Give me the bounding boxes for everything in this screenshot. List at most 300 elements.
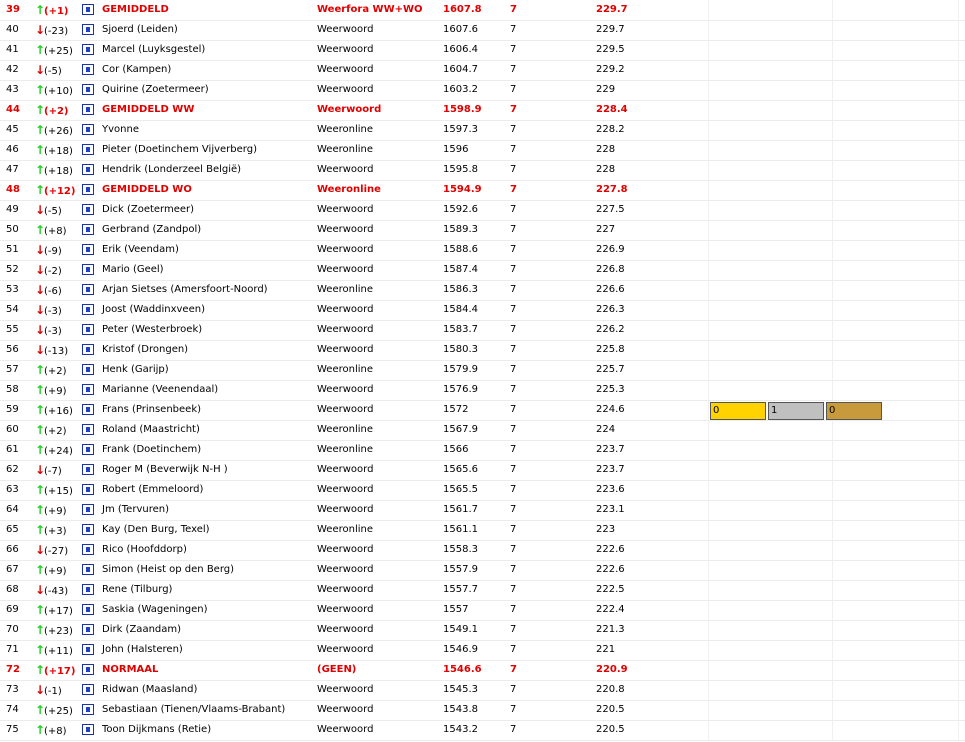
total-points: 1592.6 xyxy=(443,204,478,215)
forum-source: Weerwoord xyxy=(317,204,374,215)
movement-cell xyxy=(35,440,73,460)
forecast-count: 7 xyxy=(510,464,517,475)
table-row xyxy=(0,180,965,201)
average-points: 228.4 xyxy=(596,104,628,115)
movement-value: (+26) xyxy=(44,126,73,137)
movement-cell xyxy=(35,660,75,680)
table-row xyxy=(0,260,965,281)
flag-icon[interactable] xyxy=(82,604,94,615)
flag-icon[interactable] xyxy=(82,64,94,75)
movement-value: (+18) xyxy=(44,166,73,177)
participant-name: Kay (Den Burg, Texel) xyxy=(102,524,210,535)
table-row xyxy=(0,540,965,561)
rank-cell: 47 xyxy=(6,164,19,175)
forum-source: Weerwoord xyxy=(317,24,374,35)
table-row xyxy=(0,420,965,441)
forum-source: Weerwoord xyxy=(317,724,374,735)
rank-cell: 42 xyxy=(6,64,19,75)
participant-name: Henk (Garijp) xyxy=(102,364,169,375)
rank-cell: 59 xyxy=(6,404,19,415)
movement-cell xyxy=(35,320,62,340)
total-points: 1586.3 xyxy=(443,284,478,295)
participant-name: Dirk (Zaandam) xyxy=(102,624,182,635)
movement-cell xyxy=(35,260,62,280)
forecast-count: 7 xyxy=(510,264,517,275)
total-points: 1565.6 xyxy=(443,464,478,475)
total-points: 1561.1 xyxy=(443,524,478,535)
arrow-up-icon: ↑ xyxy=(35,663,46,677)
participant-name: Erik (Veendam) xyxy=(102,244,179,255)
average-points: 229 xyxy=(596,84,616,95)
table-row xyxy=(0,40,965,61)
flag-icon[interactable] xyxy=(82,124,94,135)
arrow-up-icon: ↑ xyxy=(35,443,46,457)
participant-name: GEMIDDELD WO xyxy=(102,184,192,195)
arrow-down-icon: ↓ xyxy=(35,683,46,697)
rank-cell: 43 xyxy=(6,84,19,95)
rank-cell: 65 xyxy=(6,524,19,535)
average-points: 226.8 xyxy=(596,264,625,275)
movement-value: (+1) xyxy=(44,6,69,17)
table-row xyxy=(0,200,965,221)
participant-name: Rico (Hoofddorp) xyxy=(102,544,187,555)
arrow-up-icon: ↑ xyxy=(35,483,46,497)
movement-value: (+12) xyxy=(44,186,76,197)
participant-name: Yvonne xyxy=(102,124,139,135)
flag-icon[interactable] xyxy=(82,644,94,655)
total-points: 1567.9 xyxy=(443,424,478,435)
movement-value: (+25) xyxy=(44,46,73,57)
average-points: 223 xyxy=(596,524,616,535)
movement-cell xyxy=(35,480,73,500)
arrow-up-icon: ↑ xyxy=(35,383,46,397)
table-row xyxy=(0,60,965,81)
table-row xyxy=(0,100,965,121)
forecast-count: 7 xyxy=(510,404,517,415)
total-points: 1557 xyxy=(443,604,469,615)
rank-cell: 46 xyxy=(6,144,19,155)
arrow-up-icon: ↑ xyxy=(35,103,46,117)
forecast-count: 7 xyxy=(510,44,517,55)
participant-name: Peter (Westerbroek) xyxy=(102,324,203,335)
arrow-down-icon: ↓ xyxy=(35,23,46,37)
forum-source: Weeronline xyxy=(317,124,374,135)
flag-icon[interactable] xyxy=(82,24,94,35)
forecast-count: 7 xyxy=(510,64,517,75)
forum-source: Weerwoord xyxy=(317,44,374,55)
forecast-count: 7 xyxy=(510,344,517,355)
participant-name: Toon Dijkmans (Retie) xyxy=(102,724,212,735)
arrow-up-icon: ↑ xyxy=(35,523,46,537)
flag-icon[interactable] xyxy=(82,384,94,395)
total-points: 1597.3 xyxy=(443,124,478,135)
participant-name: Frank (Doetinchem) xyxy=(102,444,202,455)
forecast-count: 7 xyxy=(510,504,517,515)
rank-cell: 67 xyxy=(6,564,19,575)
flag-icon[interactable] xyxy=(82,444,94,455)
total-points: 1561.7 xyxy=(443,504,478,515)
average-points: 223.7 xyxy=(596,464,625,475)
movement-value: (+2) xyxy=(44,106,69,117)
average-points: 222.5 xyxy=(596,584,625,595)
rank-cell: 44 xyxy=(6,104,20,115)
arrow-down-icon: ↓ xyxy=(35,543,46,557)
participant-name: Roger M (Beverwijk N-H ) xyxy=(102,464,228,475)
flag-icon[interactable] xyxy=(82,144,94,155)
flag-icon[interactable] xyxy=(82,624,94,635)
forecast-count: 7 xyxy=(510,244,517,255)
total-points: 1576.9 xyxy=(443,384,478,395)
total-points: 1595.8 xyxy=(443,164,478,175)
rank-cell: 61 xyxy=(6,444,19,455)
forum-source: Weerwoord xyxy=(317,344,374,355)
forum-source: Weeronline xyxy=(317,184,381,195)
rank-cell: 50 xyxy=(6,224,19,235)
forum-source: Weerwoord xyxy=(317,704,374,715)
rank-cell: 53 xyxy=(6,284,19,295)
participant-name: Pieter (Doetinchem Vijverberg) xyxy=(102,144,257,155)
average-points: 226.3 xyxy=(596,304,625,315)
forecast-count: 7 xyxy=(510,384,517,395)
flag-icon[interactable] xyxy=(82,564,94,575)
participant-name: Hendrik (Londerzeel België) xyxy=(102,164,242,175)
participant-name: Simon (Heist op den Berg) xyxy=(102,564,235,575)
rank-cell: 72 xyxy=(6,664,20,675)
movement-cell xyxy=(35,180,75,200)
movement-cell xyxy=(35,240,62,260)
arrow-up-icon: ↑ xyxy=(35,163,46,177)
movement-cell xyxy=(35,60,62,80)
forum-source: Weerwoord xyxy=(317,484,374,495)
forum-source: Weerwoord xyxy=(317,384,374,395)
arrow-down-icon: ↓ xyxy=(35,63,46,77)
flag-icon[interactable] xyxy=(82,704,94,715)
total-points: 1607.8 xyxy=(443,4,482,15)
forecast-count: 7 xyxy=(510,164,517,175)
flag-icon[interactable] xyxy=(82,324,94,335)
silver-medal-count: 1 xyxy=(768,402,824,420)
average-points: 222.4 xyxy=(596,604,625,615)
total-points: 1572 xyxy=(443,404,469,415)
rank-cell: 64 xyxy=(6,504,19,515)
table-row xyxy=(0,380,965,401)
movement-value: (-9) xyxy=(44,246,62,257)
forecast-count: 7 xyxy=(510,644,517,655)
forecast-count: 7 xyxy=(510,144,517,155)
movement-value: (-5) xyxy=(44,206,62,217)
forecast-count: 7 xyxy=(510,444,517,455)
movement-cell xyxy=(35,700,73,720)
forecast-count: 7 xyxy=(510,564,517,575)
flag-icon[interactable] xyxy=(82,584,94,595)
forum-source: Weeronline xyxy=(317,524,374,535)
forecast-count: 7 xyxy=(510,104,517,115)
table-row xyxy=(0,220,965,241)
participant-name: Frans (Prinsenbeek) xyxy=(102,404,202,415)
average-points: 220.9 xyxy=(596,664,628,675)
participant-name: Ridwan (Maasland) xyxy=(102,684,198,695)
average-points: 226.2 xyxy=(596,324,625,335)
flag-icon[interactable] xyxy=(82,684,94,695)
movement-value: (-6) xyxy=(44,286,62,297)
table-row xyxy=(0,560,965,581)
forecast-count: 7 xyxy=(510,304,517,315)
average-points: 228 xyxy=(596,164,616,175)
forum-source: (GEEN) xyxy=(317,664,357,675)
average-points: 222.6 xyxy=(596,544,625,555)
forum-source: Weerwoord xyxy=(317,84,374,95)
flag-icon[interactable] xyxy=(82,44,94,55)
arrow-up-icon: ↑ xyxy=(35,423,46,437)
table-row xyxy=(0,240,965,261)
rank-cell: 45 xyxy=(6,124,19,135)
total-points: 1565.5 xyxy=(443,484,478,495)
movement-cell xyxy=(35,160,73,180)
movement-value: (+17) xyxy=(44,606,73,617)
movement-cell xyxy=(35,640,73,660)
forecast-count: 7 xyxy=(510,364,517,375)
movement-cell xyxy=(35,540,68,560)
total-points: 1587.4 xyxy=(443,264,478,275)
flag-icon[interactable] xyxy=(82,104,94,115)
movement-cell xyxy=(35,100,68,120)
forum-source: Weerwoord xyxy=(317,604,374,615)
arrow-down-icon: ↓ xyxy=(35,303,46,317)
movement-value: (+25) xyxy=(44,706,73,717)
total-points: 1596 xyxy=(443,144,469,155)
forum-source: Weerwoord xyxy=(317,104,382,115)
forecast-count: 7 xyxy=(510,604,517,615)
movement-cell xyxy=(35,380,67,400)
flag-icon[interactable] xyxy=(82,504,94,515)
movement-cell xyxy=(35,680,62,700)
average-points: 225.3 xyxy=(596,384,625,395)
forecast-count: 7 xyxy=(510,484,517,495)
total-points: 1558.3 xyxy=(443,544,478,555)
forecast-count: 7 xyxy=(510,524,517,535)
rank-cell: 71 xyxy=(6,644,19,655)
average-points: 223.1 xyxy=(596,504,625,515)
rank-cell: 73 xyxy=(6,684,19,695)
average-points: 229.2 xyxy=(596,64,625,75)
participant-name: Dick (Zoetermeer) xyxy=(102,204,195,215)
forum-source: Weerfora WW+WO xyxy=(317,4,423,15)
average-points: 229.7 xyxy=(596,4,628,15)
total-points: 1589.3 xyxy=(443,224,478,235)
participant-name: Sjoerd (Leiden) xyxy=(102,24,178,35)
average-points: 226.9 xyxy=(596,244,625,255)
forum-source: Weerwoord xyxy=(317,624,374,635)
arrow-down-icon: ↓ xyxy=(35,583,46,597)
flag-icon[interactable] xyxy=(82,284,94,295)
average-points: 223.6 xyxy=(596,484,625,495)
movement-value: (-2) xyxy=(44,266,62,277)
flag-icon[interactable] xyxy=(82,424,94,435)
forum-source: Weerwoord xyxy=(317,164,374,175)
total-points: 1566 xyxy=(443,444,469,455)
forecast-count: 7 xyxy=(510,4,517,15)
flag-icon[interactable] xyxy=(82,264,94,275)
flag-icon[interactable] xyxy=(82,544,94,555)
flag-icon[interactable] xyxy=(82,404,94,415)
flag-icon[interactable] xyxy=(82,84,94,95)
forum-source: Weeronline xyxy=(317,364,374,375)
average-points: 229.7 xyxy=(596,24,625,35)
forecast-count: 7 xyxy=(510,624,517,635)
movement-cell xyxy=(35,200,62,220)
rank-cell: 51 xyxy=(6,244,19,255)
table-row xyxy=(0,620,965,641)
forecast-count: 7 xyxy=(510,224,517,235)
participant-name: Quirine (Zoetermeer) xyxy=(102,84,209,95)
movement-value: (+2) xyxy=(44,366,67,377)
movement-cell xyxy=(35,400,73,420)
flag-icon[interactable] xyxy=(82,304,94,315)
total-points: 1584.4 xyxy=(443,304,478,315)
arrow-up-icon: ↑ xyxy=(35,123,46,137)
movement-value: (+24) xyxy=(44,446,73,457)
flag-icon[interactable] xyxy=(82,484,94,495)
participant-name: Arjan Sietses (Amersfoort-Noord) xyxy=(102,284,268,295)
flag-icon[interactable] xyxy=(82,724,94,735)
participant-name: GEMIDDELD xyxy=(102,4,169,15)
table-row xyxy=(0,640,965,661)
movement-value: (-5) xyxy=(44,66,62,77)
rank-cell: 52 xyxy=(6,264,19,275)
rank-cell: 48 xyxy=(6,184,20,195)
movement-value: (+15) xyxy=(44,486,73,497)
average-points: 220.5 xyxy=(596,704,625,715)
participant-name: Marianne (Veenendaal) xyxy=(102,384,219,395)
movement-value: (+17) xyxy=(44,666,76,677)
flag-icon[interactable] xyxy=(82,364,94,375)
movement-cell xyxy=(35,280,62,300)
movement-value: (+9) xyxy=(44,386,67,397)
forum-source: Weerwoord xyxy=(317,684,374,695)
arrow-up-icon: ↑ xyxy=(35,603,46,617)
flag-icon[interactable] xyxy=(82,664,94,675)
flag-icon[interactable] xyxy=(82,344,94,355)
participant-name: Kristof (Drongen) xyxy=(102,344,189,355)
rank-cell: 62 xyxy=(6,464,19,475)
average-points: 224.6 xyxy=(596,404,625,415)
movement-cell xyxy=(35,300,62,320)
rank-cell: 74 xyxy=(6,704,19,715)
gold-medal-count: 0 xyxy=(710,402,766,420)
flag-icon[interactable] xyxy=(82,224,94,235)
forecast-count: 7 xyxy=(510,684,517,695)
table-row xyxy=(0,120,965,141)
arrow-up-icon: ↑ xyxy=(35,643,46,657)
table-row xyxy=(0,80,965,101)
movement-cell xyxy=(35,120,73,140)
table-row xyxy=(0,720,965,741)
movement-cell xyxy=(35,80,73,100)
table-row xyxy=(0,700,965,721)
movement-value: (+3) xyxy=(44,526,67,537)
forum-source: Weerwoord xyxy=(317,264,374,275)
rank-cell: 56 xyxy=(6,344,19,355)
rank-cell: 58 xyxy=(6,384,19,395)
movement-value: (-7) xyxy=(44,466,62,477)
movement-cell xyxy=(35,720,67,740)
rank-cell: 75 xyxy=(6,724,19,735)
average-points: 225.7 xyxy=(596,364,625,375)
total-points: 1543.2 xyxy=(443,724,478,735)
forecast-count: 7 xyxy=(510,24,517,35)
average-points: 221.3 xyxy=(596,624,625,635)
movement-cell xyxy=(35,600,73,620)
forecast-count: 7 xyxy=(510,724,517,735)
total-points: 1545.3 xyxy=(443,684,478,695)
participant-name: Robert (Emmeloord) xyxy=(102,484,204,495)
average-points: 226.6 xyxy=(596,284,625,295)
flag-icon[interactable] xyxy=(82,164,94,175)
total-points: 1598.9 xyxy=(443,104,482,115)
flag-icon[interactable] xyxy=(82,524,94,535)
table-row xyxy=(0,280,965,301)
average-points: 227 xyxy=(596,224,616,235)
arrow-up-icon: ↑ xyxy=(35,223,46,237)
forum-source: Weerwoord xyxy=(317,564,374,575)
table-row xyxy=(0,500,965,521)
average-points: 228 xyxy=(596,144,616,155)
flag-icon[interactable] xyxy=(82,184,94,195)
forum-source: Weerwoord xyxy=(317,224,374,235)
movement-value: (-3) xyxy=(44,306,62,317)
forum-source: Weerwoord xyxy=(317,464,374,475)
forecast-count: 7 xyxy=(510,84,517,95)
table-row xyxy=(0,160,965,181)
flag-icon[interactable] xyxy=(82,244,94,255)
movement-value: (+9) xyxy=(44,566,67,577)
average-points: 227.5 xyxy=(596,204,625,215)
movement-value: (-3) xyxy=(44,326,62,337)
total-points: 1557.9 xyxy=(443,564,478,575)
movement-value: (-23) xyxy=(44,26,69,37)
forum-source: Weerwoord xyxy=(317,324,374,335)
forum-source: Weeronline xyxy=(317,424,374,435)
arrow-down-icon: ↓ xyxy=(35,263,46,277)
flag-icon[interactable] xyxy=(82,204,94,215)
total-points: 1557.7 xyxy=(443,584,478,595)
participant-name: Sebastiaan (Tienen/Vlaams-Brabant) xyxy=(102,704,286,715)
flag-icon[interactable] xyxy=(82,464,94,475)
table-row xyxy=(0,520,965,541)
table-row xyxy=(0,140,965,161)
flag-icon[interactable] xyxy=(82,4,94,15)
forecast-count: 7 xyxy=(510,204,517,215)
movement-value: (-27) xyxy=(44,546,69,557)
forum-source: Weerwoord xyxy=(317,504,374,515)
movement-cell xyxy=(35,220,67,240)
rank-cell: 60 xyxy=(6,424,19,435)
forecast-count: 7 xyxy=(510,284,517,295)
forum-source: Weeronline xyxy=(317,444,374,455)
arrow-down-icon: ↓ xyxy=(35,283,46,297)
forecast-count: 7 xyxy=(510,124,517,135)
forecast-count: 7 xyxy=(510,704,517,715)
table-row xyxy=(0,0,965,21)
forum-source: Weerwoord xyxy=(317,244,374,255)
total-points: 1603.2 xyxy=(443,84,478,95)
participant-name: GEMIDDELD WW xyxy=(102,104,195,115)
participant-name: Cor (Kampen) xyxy=(102,64,172,75)
table-row xyxy=(0,580,965,601)
movement-value: (+11) xyxy=(44,646,73,657)
rank-cell: 70 xyxy=(6,624,19,635)
movement-value: (+18) xyxy=(44,146,73,157)
